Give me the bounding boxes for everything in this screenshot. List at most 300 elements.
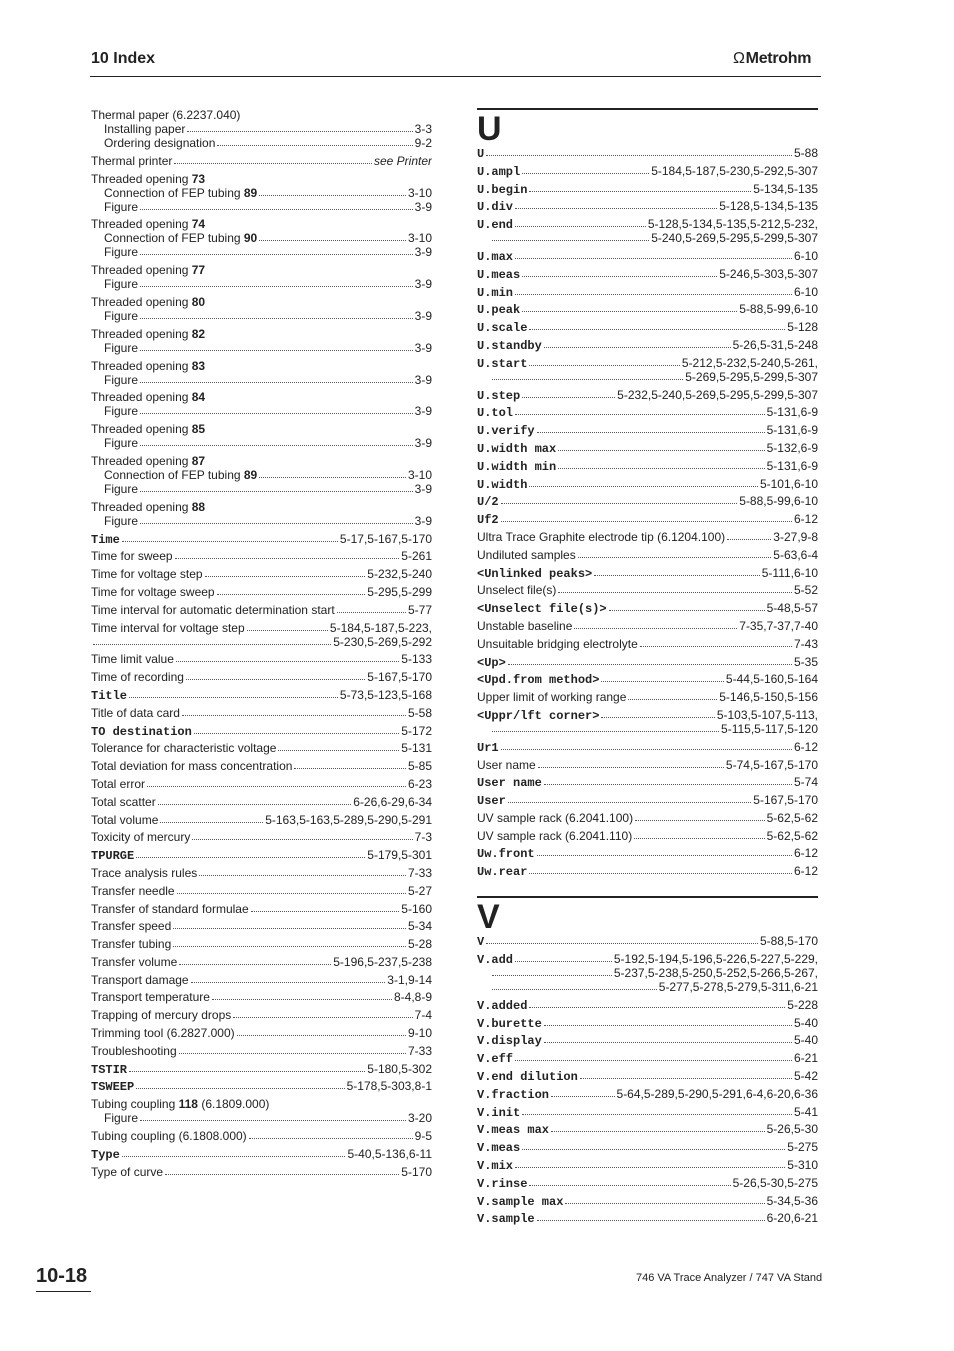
index-entry	[477, 1016, 818, 1030]
dot-leader	[522, 389, 615, 398]
dot-leader	[191, 974, 386, 983]
entry-term-text: Threaded opening	[91, 358, 192, 373]
entry-term-text: Title	[91, 688, 128, 702]
entry-pages: 6-12	[793, 864, 818, 879]
dot-leader	[634, 830, 764, 839]
entry-term-number: 87	[191, 453, 206, 468]
index-entry	[91, 359, 432, 373]
index-entry	[91, 937, 432, 951]
entry-term	[477, 406, 513, 419]
index-entry	[91, 830, 432, 844]
index-entry	[91, 603, 432, 617]
entry-term-text: User name	[477, 776, 542, 790]
dot-leader	[140, 342, 413, 351]
entry-term	[91, 759, 292, 773]
dot-leader	[515, 1052, 792, 1061]
dot-leader	[140, 310, 413, 319]
entry-pages: 5-134,5-135	[753, 181, 818, 196]
entry-term-text: U.width max	[477, 441, 557, 455]
index-entry	[91, 990, 432, 1004]
section-letter-u: U	[477, 110, 502, 148]
entry-term	[91, 422, 205, 436]
dot-leader	[574, 620, 737, 629]
entry-term-text: V.rinse	[477, 1176, 528, 1190]
index-subentry	[91, 373, 432, 387]
entry-term-number: 73	[191, 171, 206, 186]
entry-term	[477, 1177, 527, 1190]
entry-term	[91, 1097, 269, 1111]
index-entry	[477, 1194, 818, 1208]
entry-term	[477, 1106, 520, 1119]
dot-leader	[492, 232, 649, 241]
entry-term	[477, 1141, 520, 1154]
entry-term-text: U.step	[477, 388, 521, 402]
index-entry	[477, 285, 818, 299]
index-subentry	[91, 404, 432, 418]
entry-term-text: U.standby	[477, 338, 542, 352]
dot-leader	[727, 531, 771, 540]
entry-term-text: U.width	[477, 477, 528, 491]
entry-pages: 5-230,5-269,5-292	[333, 634, 432, 649]
entry-term	[91, 154, 172, 168]
dot-leader	[140, 246, 413, 255]
index-entry	[477, 1211, 818, 1225]
dot-leader	[522, 268, 717, 277]
dot-leader	[508, 794, 751, 803]
dot-leader	[174, 155, 372, 164]
entry-term	[104, 436, 138, 450]
dot-leader	[544, 1034, 792, 1043]
entry-term-text: Transport damage	[91, 972, 189, 987]
entry-pages: 7-33	[407, 1043, 432, 1058]
dot-leader	[294, 760, 406, 769]
index-entry	[477, 775, 818, 789]
dot-leader	[529, 357, 679, 366]
entry-term	[477, 478, 527, 491]
entry-term	[477, 1195, 563, 1208]
entry-pages: 8-4,8-9	[393, 990, 432, 1005]
index-entry	[477, 1140, 818, 1154]
index-entry	[91, 549, 432, 563]
entry-term-text: Threaded opening	[91, 499, 192, 514]
index-entry	[91, 1062, 432, 1076]
index-entry	[91, 217, 432, 231]
entry-term	[477, 218, 513, 231]
entry-term-text: U.max	[477, 249, 514, 263]
entry-term-text: V.display	[477, 1034, 542, 1048]
dot-leader	[492, 981, 657, 990]
index-entry	[91, 263, 432, 277]
entry-term	[477, 389, 520, 402]
entry-term-number: 74	[191, 217, 206, 232]
entry-pages: 5-64,5-289,5-290,5-291,6-4,6-20,6-36	[616, 1086, 818, 1101]
entry-term-text: Threaded opening	[91, 326, 192, 341]
dot-leader	[129, 1063, 365, 1072]
entry-term-text: V.meas	[477, 1141, 521, 1155]
entry-term-text: User name	[477, 757, 536, 772]
dot-leader	[129, 689, 338, 698]
entry-pages: 6-10	[793, 248, 818, 263]
entry-pages: 6-26,6-29,6-34	[353, 794, 432, 809]
entry-term-text: Thermal printer	[91, 153, 173, 168]
dot-leader	[205, 568, 366, 577]
entry-term-text: U.scale	[477, 321, 528, 335]
entry-term-text: Time of recording	[91, 670, 184, 685]
dot-leader	[501, 495, 738, 504]
entry-term	[477, 865, 527, 878]
entry-term-text: V.sample	[477, 1212, 535, 1226]
entry-pages: 3-9	[414, 340, 432, 355]
entry-term-text: V.sample max	[477, 1194, 564, 1208]
entry-term	[477, 1088, 549, 1101]
dot-leader	[136, 849, 365, 858]
entry-term	[477, 690, 626, 704]
dot-leader	[551, 1088, 615, 1097]
dot-leader	[515, 250, 792, 259]
entry-pages: 5-34,5-36	[766, 1193, 818, 1208]
entry-pages: 3-9	[414, 245, 432, 260]
entry-pages: 5-88	[793, 146, 818, 160]
entry-term-text: UV sample rack (6.2041.110)	[477, 828, 633, 843]
index-subentry	[477, 231, 818, 245]
dot-leader	[259, 232, 406, 241]
entry-term-text: Connection of FEP tubing	[104, 467, 244, 482]
entry-pages: 5-62,5-62	[766, 828, 818, 843]
entry-term	[91, 263, 205, 277]
entry-pages: 7-43	[793, 636, 818, 651]
entry-term	[91, 1129, 247, 1143]
entry-term	[91, 725, 192, 738]
entry-pages: 5-131,6-9	[766, 458, 818, 473]
entry-term-text: Troubleshooting	[91, 1043, 177, 1058]
entry-term-text: TSTIR	[91, 1062, 128, 1076]
entry-pages: 3-27,9-8	[773, 529, 818, 544]
entry-term-number: 82	[191, 326, 206, 341]
entry-term	[91, 689, 127, 702]
entry-term	[91, 500, 205, 514]
entry-pages: 5-101,6-10	[759, 476, 818, 491]
entry-term-number: 85	[191, 422, 206, 437]
entry-term	[477, 200, 513, 213]
entry-pages: 5-310	[787, 1158, 818, 1173]
entry-term-text: U.meas	[477, 267, 521, 281]
entry-pages: 5-240,5-269,5-295,5-299,5-307	[651, 231, 818, 246]
dot-leader	[194, 725, 399, 734]
entry-term	[477, 583, 556, 597]
dot-leader	[551, 1123, 765, 1132]
entry-pages: 5-146,5-150,5-156	[719, 690, 818, 705]
entry-term	[104, 341, 138, 355]
entry-term-text: Figure	[104, 404, 139, 419]
index-entry	[91, 585, 432, 599]
index-entry	[477, 637, 818, 651]
entry-pages: 5-74,5-167,5-170	[725, 757, 818, 772]
entry-term	[104, 277, 138, 291]
entry-term-text: Threaded opening	[91, 390, 192, 405]
entry-term	[477, 460, 556, 473]
index-entry	[477, 952, 818, 966]
entry-pages: 5-167,5-170	[753, 793, 818, 808]
entry-term	[91, 706, 180, 720]
dot-leader	[501, 513, 792, 522]
index-subentry	[91, 136, 432, 150]
entry-term	[104, 186, 257, 200]
entry-term	[91, 1080, 134, 1093]
dot-leader	[165, 1166, 399, 1175]
index-entry	[477, 217, 818, 231]
entry-term-text: Title of data card	[91, 705, 180, 720]
index-entry	[477, 1176, 818, 1190]
index-entry	[477, 388, 818, 402]
index-entry	[91, 706, 432, 720]
entry-pages: 5-228	[787, 997, 818, 1012]
entry-pages: 3-9	[414, 372, 432, 387]
entry-term-number: 88	[191, 499, 206, 514]
index-entry	[91, 1097, 432, 1111]
dot-leader	[486, 147, 792, 156]
entry-term	[477, 1123, 549, 1136]
index-subentry	[91, 122, 432, 136]
dot-leader	[176, 653, 399, 662]
entry-term-text: Total error	[91, 776, 146, 791]
dot-leader	[140, 374, 413, 383]
index-entry	[477, 1069, 818, 1083]
entry-term	[477, 424, 535, 437]
entry-pages: see Printer	[373, 153, 432, 168]
index-entry	[477, 356, 818, 370]
index-entry	[91, 919, 432, 933]
index-entry	[91, 635, 432, 649]
entry-term	[91, 937, 171, 951]
entry-term	[477, 268, 520, 281]
dot-leader	[147, 778, 406, 787]
index-entry	[477, 423, 818, 437]
entry-term	[477, 619, 572, 633]
entry-term	[91, 359, 205, 373]
entry-term	[477, 935, 484, 948]
entry-pages: 5-42	[793, 1069, 818, 1084]
entry-term-text: Figure	[104, 245, 139, 260]
entry-pages: 5-40,5-136,6-11	[347, 1146, 432, 1161]
entry-pages: 5-77	[407, 602, 432, 617]
entry-term-text: Transfer tubing	[91, 937, 172, 952]
dot-leader	[578, 549, 772, 558]
dot-leader	[177, 885, 406, 894]
entry-term-text: Trace analysis rules	[91, 865, 198, 880]
dot-leader	[217, 586, 366, 595]
dot-leader	[192, 831, 412, 840]
entry-term	[477, 357, 527, 370]
entry-term-text: TPURGE	[91, 849, 135, 863]
logo-text: Metrohm	[745, 50, 812, 67]
index-entry	[91, 567, 432, 581]
entry-term-text: Connection of FEP tubing	[104, 231, 244, 246]
entry-term-text: U.div	[477, 200, 514, 214]
entry-term	[104, 136, 215, 150]
entry-pages: 6-12	[793, 739, 818, 754]
index-entry	[477, 1051, 818, 1065]
dot-leader	[492, 967, 612, 976]
entry-term	[91, 884, 175, 898]
index-entry	[477, 690, 818, 704]
entry-term-number: 77	[191, 263, 206, 278]
index-entry	[477, 829, 818, 843]
entry-pages: 5-26,5-30	[766, 1122, 818, 1137]
entry-pages: 5-172	[401, 723, 432, 738]
entry-term-text: V.meas max	[477, 1123, 550, 1137]
entry-term-text: Upper limit of working range	[477, 690, 627, 705]
entry-term	[477, 530, 725, 544]
entry-pages: 5-52	[793, 583, 818, 598]
entry-term-text: Time interval for voltage step	[91, 620, 245, 635]
index-entry	[91, 295, 432, 309]
entry-term-text: Figure	[104, 481, 139, 496]
index-column-left	[91, 108, 432, 1179]
entry-term	[477, 513, 499, 526]
index-subentry	[477, 370, 818, 384]
entry-term-text: Tubing coupling	[91, 1097, 179, 1112]
entry-term	[91, 955, 177, 969]
entry-pages: 5-48,5-57	[766, 601, 818, 616]
index-entry	[477, 672, 818, 686]
dot-leader	[251, 903, 400, 912]
omega-icon: Ω	[733, 50, 745, 67]
entry-pages: 5-85	[407, 759, 432, 774]
entry-term-text: Threaded opening	[91, 171, 192, 186]
dot-leader	[259, 469, 406, 478]
dot-leader	[217, 137, 412, 146]
dot-leader	[635, 812, 765, 821]
entry-term-text: Connection of FEP tubing	[104, 185, 244, 200]
index-subentry	[91, 436, 432, 450]
entry-term-text: Time for sweep	[91, 549, 173, 564]
dot-leader	[122, 1148, 346, 1157]
entry-term	[477, 811, 633, 825]
index-entry	[91, 1129, 432, 1143]
index-entry	[477, 1122, 818, 1136]
entry-term-text: Time for voltage step	[91, 567, 203, 582]
footer-product: 746 VA Trace Analyzer / 747 VA Stand	[636, 1272, 823, 1284]
dot-leader	[249, 1130, 413, 1139]
entry-term-text: Trapping of mercury drops	[91, 1008, 232, 1023]
index-entry	[91, 866, 432, 880]
entry-pages: 5-167,5-170	[367, 670, 432, 685]
entry-pages: 5-180,5-302	[367, 1061, 432, 1076]
dot-leader	[501, 741, 792, 750]
entry-term	[104, 122, 185, 136]
entry-pages: 6-21	[793, 1051, 818, 1066]
footer-rule	[36, 1291, 91, 1292]
entry-pages: 9-5	[414, 1129, 432, 1144]
entry-pages: 5-133	[401, 652, 432, 667]
entry-pages: 7-33	[407, 865, 432, 880]
dot-leader	[182, 707, 406, 716]
entry-pages: 5-160	[401, 901, 432, 916]
entry-term	[477, 1017, 542, 1030]
dot-leader	[529, 1177, 730, 1186]
entry-term	[91, 813, 158, 827]
entry-term-text: Transfer volume	[91, 954, 178, 969]
entry-term	[91, 919, 171, 933]
entry-term-text: Ordering designation	[104, 136, 216, 150]
index-entry	[477, 512, 818, 526]
entry-pages: 3-9	[414, 436, 432, 451]
entry-pages: 5-34	[407, 919, 432, 934]
index-entry	[91, 1026, 432, 1040]
entry-term-text: Uw.rear	[477, 865, 528, 879]
dot-leader	[601, 709, 714, 718]
dot-leader	[93, 636, 331, 645]
entry-term-text: V.init	[477, 1105, 521, 1119]
index-subentry	[91, 245, 432, 259]
index-entry	[477, 811, 818, 825]
index-entry	[91, 390, 432, 404]
entry-term	[104, 373, 138, 387]
entry-pages: 3-10	[407, 467, 432, 482]
metrohm-logo	[733, 50, 811, 68]
index-entry	[91, 454, 432, 468]
entry-term-number: 89	[243, 185, 258, 200]
entry-term-text: <Unselect file(s)>	[477, 602, 607, 616]
dot-leader	[529, 183, 751, 192]
entry-term	[91, 327, 205, 341]
index-entry	[477, 267, 818, 281]
entry-pages: 5-131,6-9	[766, 423, 818, 438]
index-entry	[91, 1008, 432, 1022]
dot-leader	[492, 371, 683, 380]
index-entry	[91, 777, 432, 791]
index-entry	[477, 249, 818, 263]
index-subentry	[91, 1111, 432, 1125]
entry-term	[477, 442, 556, 455]
entry-term-text: Threaded opening	[91, 422, 192, 437]
dot-leader	[179, 956, 331, 965]
entry-term-text: Toxicity of mercury	[91, 830, 191, 845]
entry-term	[477, 1034, 542, 1047]
entry-term-text: Figure	[104, 436, 139, 451]
entry-term	[91, 990, 210, 1004]
index-entry	[477, 758, 818, 772]
entry-pages: 5-196,5-237,5-238	[333, 954, 432, 969]
index-entry	[91, 108, 432, 122]
entry-pages: 5-128,5-134,5-135,5-212,5-232,	[647, 217, 818, 232]
entry-term	[477, 637, 638, 651]
index-entry	[477, 708, 818, 722]
entry-pages: 5-232,5-240,5-269,5-295,5-299,5-307	[617, 387, 818, 402]
dot-leader	[140, 1112, 406, 1121]
entry-term-text: <Unlinked peaks>	[477, 566, 593, 580]
entry-term	[91, 1044, 177, 1058]
entry-term-text: Unselect file(s)	[477, 583, 557, 598]
dot-leader	[233, 1009, 412, 1018]
entry-pages: 5-184,5-187,5-230,5-292,5-307	[651, 163, 818, 178]
dot-leader	[529, 999, 785, 1008]
entry-term	[91, 585, 215, 599]
entry-pages: 5-73,5-123,5-168	[339, 687, 432, 702]
entry-pages: 6-23	[407, 776, 432, 791]
entry-term-text: Figure	[104, 1111, 139, 1126]
entry-term-text: Unsuitable bridging electrolyte	[477, 636, 638, 651]
entry-pages: 9-10	[407, 1026, 432, 1041]
entry-pages: 7-4	[414, 1008, 432, 1023]
entry-term-text: Thermal paper (6.2237.040)	[91, 108, 241, 122]
entry-term-text: U.begin	[477, 182, 528, 196]
index-entry	[477, 164, 818, 178]
entry-term-text: U.end	[477, 218, 514, 232]
index-entry	[91, 1044, 432, 1058]
index-subentry	[91, 468, 432, 482]
dot-leader	[544, 1017, 792, 1026]
